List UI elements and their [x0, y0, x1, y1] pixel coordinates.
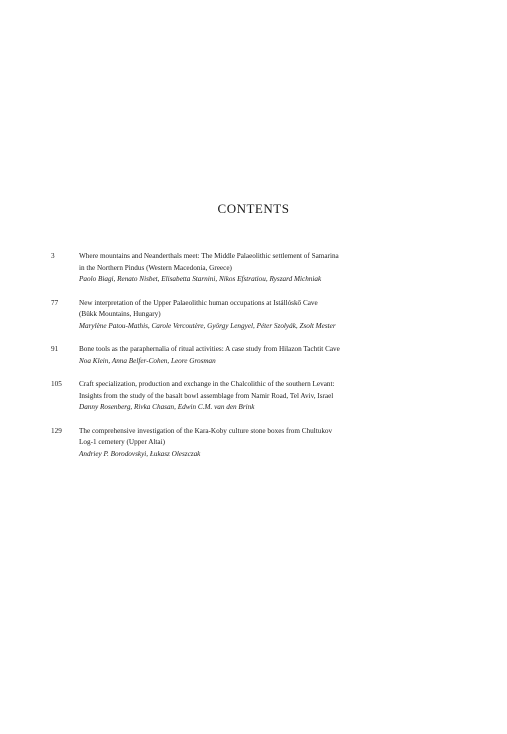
- contents-entry: [51, 344, 461, 367]
- entry-title-line: in the Northern Pindus (Western Macedonia, Greece): [79, 263, 232, 272]
- entry-page-number: 91: [51, 345, 59, 353]
- entry-authors: Andriey P. Borodovskyi, Łukasz Oleszczak: [79, 449, 201, 458]
- contents-entry: [51, 379, 461, 414]
- contents-entry: [51, 426, 461, 461]
- entry-body: [79, 251, 461, 286]
- entry-title-line: (Bükk Mountains, Hungary): [79, 310, 161, 318]
- entry-body: [79, 379, 461, 414]
- entry-title-line: Insights from the study of the basalt bowl assemblage from Namir Road, Tel Aviv, Israel: [79, 391, 334, 400]
- entry-page-number: 129: [51, 426, 62, 435]
- entry-title-line: Where mountains and Neanderthals meet: The Middle Palaeolithic settlement of Samarina: [79, 252, 339, 260]
- contents-heading: CONTENTS: [217, 201, 290, 216]
- entry-title-line: Bone tools as the paraphernalia of ritual activities: A case study from Hilazon Tachtit Cave: [79, 345, 340, 353]
- entry-authors: Paolo Biagi, Renato Nisbet, Elisabetta Starnini, Nikos Efstratiou, Ryszard Michniak: [79, 275, 322, 283]
- entry-title-line: The comprehensive investigation of the Kara-Koby culture stone boxes from Chultukov: [79, 426, 333, 435]
- entry-body: [79, 344, 461, 367]
- entry-body: [79, 426, 461, 461]
- entry-title-line: Log-1 cemetery (Upper Altai): [79, 438, 166, 446]
- contents-list: [51, 251, 461, 472]
- entry-authors: Noa Klein, Anna Belfer-Cohen, Leore Grosman: [79, 356, 216, 365]
- entry-page-number: 105: [51, 380, 62, 388]
- entry-body: [79, 298, 461, 333]
- contents-entry: [51, 298, 461, 333]
- contents-entry: [51, 251, 461, 286]
- entry-page-number: 3: [51, 252, 55, 260]
- entry-page-number: 77: [51, 298, 59, 307]
- entry-title-line: New interpretation of the Upper Palaeolithic human occupations at Istállóskő Cave: [79, 298, 318, 307]
- entry-authors: Danny Rosenberg, Rivka Chasan, Edwin C.M. van den Brink: [79, 403, 255, 411]
- entry-authors: Marylène Patou-Mathis, Carole Vercoutère, György Lengyel, Péter Szolyák, Zsolt Mester: [79, 321, 336, 330]
- entry-title-line: Craft specialization, production and exchange in the Chalcolithic of the southern Levant:: [79, 380, 335, 388]
